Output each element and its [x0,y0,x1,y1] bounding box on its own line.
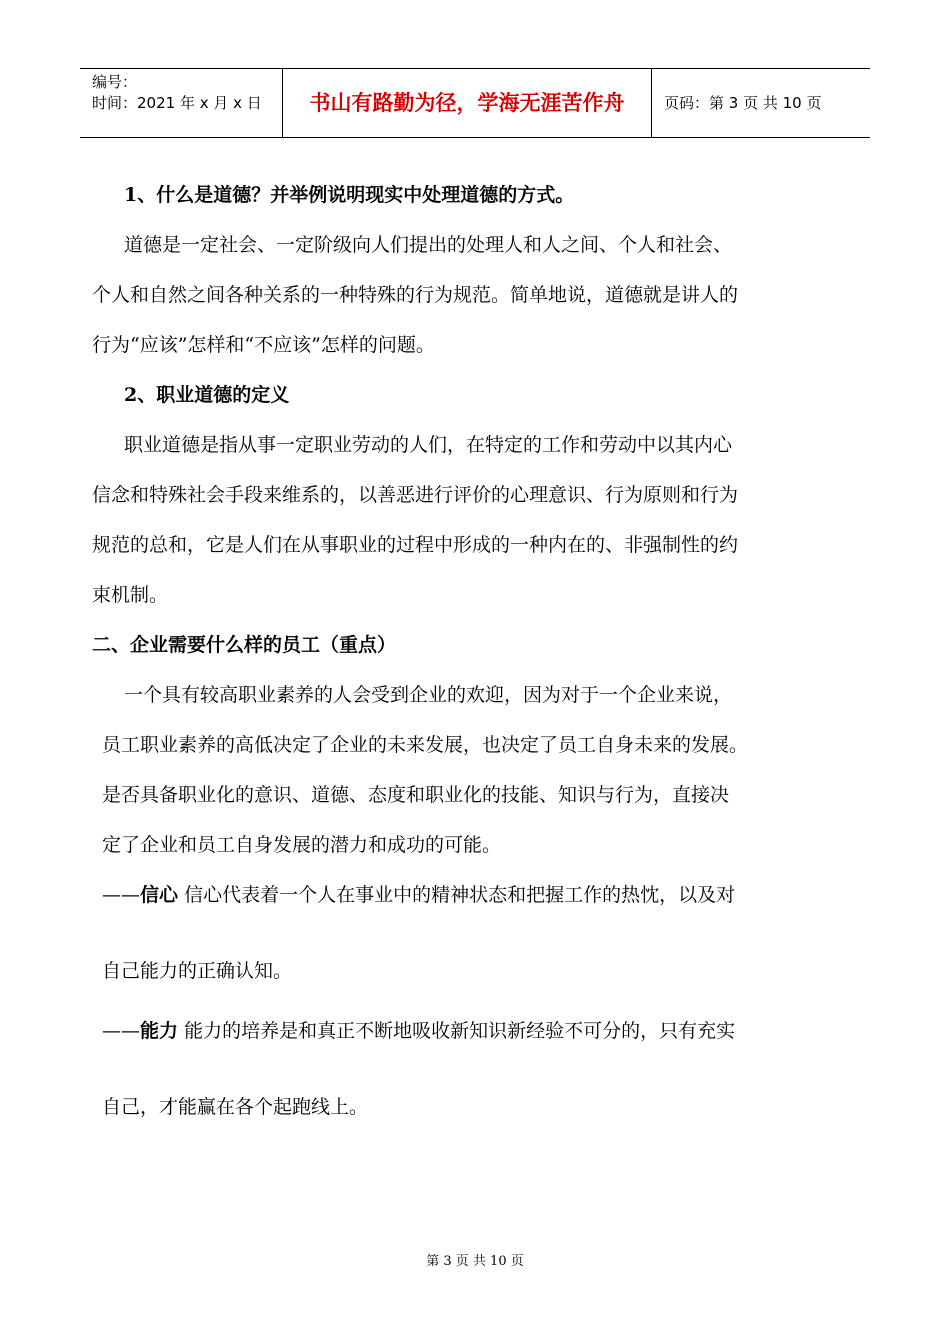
list-item-continuation: 自己，才能赢在各个起跑线上。 [102,1096,369,1118]
list-item-continuation: 自己能力的正确认知。 [102,960,293,982]
header-motto: 书山有路勤为径，学海无涯苦作舟 [282,69,652,137]
paragraph-line: 定了企业和员工自身发展的潜力和成功的可能。 [102,834,502,856]
section-heading-3: 二、企业需要什么样的员工（重点） [92,634,397,656]
paragraph-line: 行为“应该”怎样和“不应该”怎样的问题。 [92,334,435,356]
list-item-ability [102,1018,735,1044]
paragraph-line: 职业道德是指从事一定职业劳动的人们，在特定的工作和劳动中以其内心 [124,434,733,456]
header-page-label: 页码：第 3 页 共 10 页 [664,94,822,112]
em-dash: —— [102,1020,140,1042]
section-heading-2: 2、职业道德的定义 [124,384,290,406]
em-dash: —— [102,884,140,906]
paragraph-line: 信念和特殊社会手段来维系的，以善恶进行评价的心理意识、行为原则和行为 [92,484,739,506]
header-number: 编号： [92,73,138,91]
page-header [80,68,870,138]
paragraph-line: 道德是一定社会、一定阶级向人们提出的处理人和人之间、个人和社会、 [124,234,733,256]
header-date: 时间：2021 年 x 月 x 日 [92,94,262,112]
paragraph-line: 一个具有较高职业素养的人会受到企业的欢迎，因为对于一个企业来说， [124,684,733,706]
paragraph-line: 束机制。 [92,584,169,606]
paragraph-line: 规范的总和，它是人们在从事职业的过程中形成的一种内在的、非强制性的约 [92,534,739,556]
paragraph-line: 是否具备职业化的意识、道德、态度和职业化的技能、知识与行为，直接决 [102,784,730,806]
item-text: 能力的培养是和真正不断地吸收新知识新经验不可分的，只有充实 [184,1020,736,1042]
header-meta [80,69,282,137]
list-item-confidence [102,882,735,908]
page-footer: 第 3 页 共 10 页 [426,1254,524,1269]
paragraph-line: 员工职业素养的高低决定了企业的未来发展，也决定了员工自身未来的发展。 [102,734,749,756]
term-ability: 能力 [140,1020,179,1042]
section-heading-1: 1、什么是道德？并举例说明现实中处理道德的方式。 [124,184,575,206]
term-confidence: 信心 [140,884,179,906]
paragraph-line: 个人和自然之间各种关系的一种特殊的行为规范。简单地说，道德就是讲人的 [92,284,739,306]
item-text: 信心代表着一个人在事业中的精神状态和把握工作的热忱，以及对 [184,884,736,906]
